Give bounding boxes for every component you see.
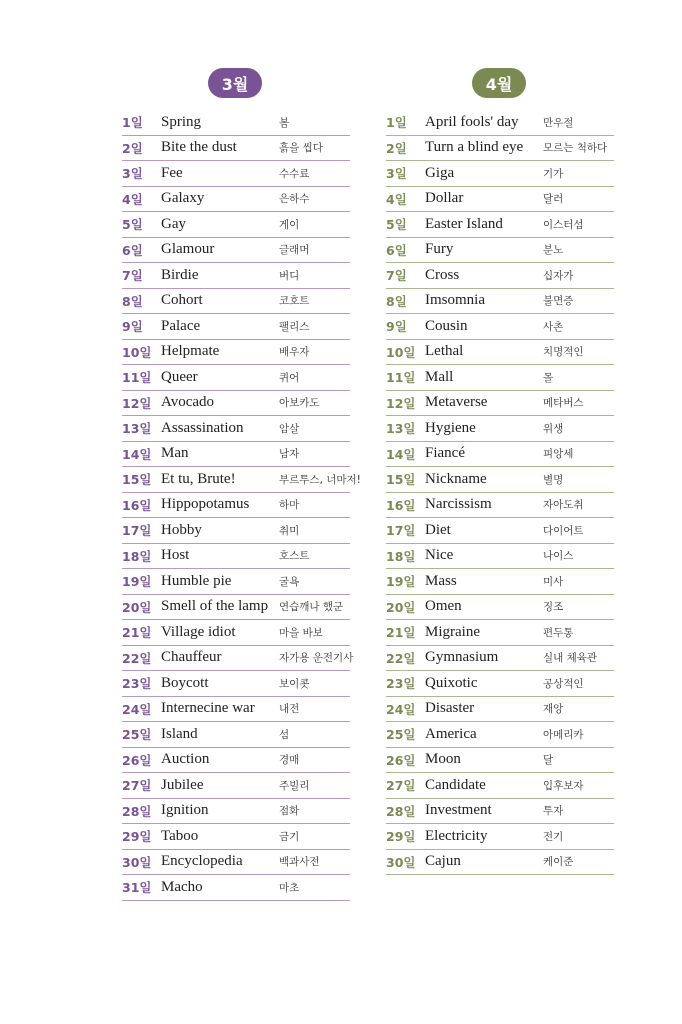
day-label: 17일 (386, 523, 416, 539)
korean-meaning: 편두통 (543, 626, 574, 639)
day-label: 15일 (122, 472, 152, 488)
korean-meaning: 몰 (543, 371, 554, 384)
day-label: 6일 (122, 242, 143, 258)
english-word: Narcissism (425, 496, 492, 513)
day-label: 13일 (122, 421, 152, 437)
korean-meaning: 봄 (279, 116, 290, 129)
korean-meaning: 달 (543, 754, 554, 767)
english-word: America (425, 725, 477, 742)
english-word: Island (161, 725, 198, 742)
list-item (122, 110, 350, 135)
english-word: Fee (161, 164, 183, 181)
korean-meaning: 이스터섬 (543, 218, 584, 231)
list-item (122, 416, 350, 441)
day-label: 19일 (122, 574, 152, 590)
list-item (122, 824, 350, 849)
korean-meaning: 불면증 (543, 295, 574, 308)
english-word: Et tu, Brute! (161, 470, 236, 487)
day-label: 23일 (122, 676, 152, 692)
english-word: Glamour (161, 241, 215, 258)
day-label: 17일 (122, 523, 152, 539)
korean-meaning: 별명 (543, 473, 564, 486)
korean-meaning: 만우절 (543, 116, 574, 129)
day-label: 11일 (122, 370, 152, 386)
day-label: 10일 (386, 344, 416, 360)
day-label: 16일 (122, 497, 152, 513)
day-label: 25일 (122, 727, 152, 743)
korean-meaning: 연습깨나 했군 (279, 601, 344, 614)
english-word: Omen (425, 598, 462, 615)
korean-meaning: 다이어트 (543, 524, 584, 537)
korean-meaning: 글래머 (279, 244, 310, 257)
day-label: 8일 (122, 293, 143, 309)
english-word: Host (161, 547, 190, 564)
day-label: 24일 (386, 701, 416, 717)
list-item (386, 569, 614, 594)
day-label: 7일 (386, 268, 407, 284)
korean-meaning: 징조 (543, 601, 564, 614)
korean-meaning: 흙을 씹다 (279, 142, 323, 155)
korean-meaning: 호스트 (279, 550, 310, 563)
list-item (122, 850, 350, 875)
english-word: Cross (425, 266, 460, 283)
english-word: Macho (161, 878, 203, 895)
list-item (122, 620, 350, 645)
day-label: 26일 (386, 752, 416, 768)
list-item (386, 263, 614, 288)
day-label: 1일 (122, 115, 143, 131)
english-word: Giga (425, 164, 455, 181)
english-word: Mass (425, 572, 457, 589)
korean-meaning: 경매 (279, 754, 300, 767)
korean-meaning: 은하수 (279, 193, 310, 206)
list-item (122, 722, 350, 747)
list-item (386, 799, 614, 824)
list-item (122, 289, 350, 314)
list-item (122, 340, 350, 365)
english-word: Queer (161, 368, 198, 385)
list-item (386, 212, 614, 237)
day-label: 2일 (122, 140, 143, 156)
korean-meaning: 굴욕 (279, 575, 300, 588)
list-item (122, 518, 350, 543)
day-label: 4일 (122, 191, 143, 207)
day-label: 19일 (386, 574, 416, 590)
english-word: Hippopotamus (161, 496, 250, 513)
english-word: Bite the dust (161, 139, 237, 156)
korean-meaning: 버디 (279, 269, 300, 282)
list-item (122, 187, 350, 212)
korean-meaning: 기가 (543, 167, 564, 180)
day-label: 28일 (386, 803, 416, 819)
day-label: 20일 (386, 599, 416, 615)
day-label: 12일 (122, 395, 152, 411)
list-item (386, 161, 614, 186)
day-label: 20일 (122, 599, 152, 615)
english-word: Auction (161, 751, 210, 768)
english-word: Easter Island (425, 215, 503, 232)
day-label: 27일 (122, 778, 152, 794)
list-item (386, 238, 614, 263)
list-item (122, 212, 350, 237)
day-label: 15일 (386, 472, 416, 488)
day-label: 13일 (386, 421, 416, 437)
list-item (386, 416, 614, 441)
korean-meaning: 실내 체육관 (543, 652, 598, 665)
english-word: Gymnasium (425, 649, 499, 666)
english-word: Hygiene (425, 419, 476, 436)
english-word: April fools' day (425, 113, 519, 130)
list-item (386, 671, 614, 696)
list-item (122, 263, 350, 288)
list-item (386, 850, 614, 875)
list-item (386, 314, 614, 339)
list-item (122, 875, 350, 900)
english-word: Spring (161, 113, 202, 130)
march-word-list (122, 110, 361, 901)
day-label: 27일 (386, 778, 416, 794)
english-word: Diet (425, 521, 451, 538)
day-label: 1일 (386, 115, 407, 131)
korean-meaning: 마을 바보 (279, 626, 323, 639)
english-word: Turn a blind eye (425, 139, 524, 156)
list-item (386, 442, 614, 467)
english-word: Gay (161, 215, 186, 232)
day-label: 30일 (386, 854, 416, 870)
english-word: Candidate (425, 776, 486, 793)
korean-meaning: 금기 (279, 830, 300, 843)
day-label: 22일 (386, 650, 416, 666)
day-label: 25일 (386, 727, 416, 743)
english-word: Village idiot (161, 623, 236, 640)
english-word: Cousin (425, 317, 468, 334)
korean-meaning: 자가용 운전기사 (279, 652, 354, 665)
korean-meaning: 전기 (543, 830, 564, 843)
list-item (386, 187, 614, 212)
list-item (122, 595, 350, 620)
english-word: Investment (425, 802, 492, 819)
list-item (122, 161, 350, 186)
list-item (122, 544, 350, 569)
korean-meaning: 점화 (279, 805, 300, 818)
day-label: 5일 (122, 217, 143, 233)
english-word: Man (161, 445, 189, 462)
korean-meaning: 백과사전 (279, 856, 320, 869)
english-word: Dollar (425, 190, 464, 207)
korean-meaning: 하마 (279, 499, 300, 512)
month-badge-march: 3월 (208, 68, 262, 98)
korean-meaning: 부르투스, 너마저! (279, 473, 361, 486)
day-label: 6일 (386, 242, 407, 258)
english-word: Imsomnia (425, 292, 485, 309)
list-item (122, 314, 350, 339)
english-word: Cohort (161, 292, 203, 309)
korean-meaning: 팰리스 (279, 320, 310, 333)
day-label: 22일 (122, 650, 152, 666)
day-label: 29일 (386, 829, 416, 845)
day-label: 3일 (386, 166, 407, 182)
korean-meaning: 내전 (279, 703, 300, 716)
korean-meaning: 게이 (279, 218, 300, 231)
korean-meaning: 퀴어 (279, 371, 300, 384)
korean-meaning: 배우자 (279, 346, 310, 359)
day-label: 24일 (122, 701, 152, 717)
korean-meaning: 코호트 (279, 295, 310, 308)
korean-meaning: 취미 (279, 524, 300, 537)
list-item (122, 467, 361, 492)
english-word: Electricity (425, 827, 488, 844)
day-label: 26일 (122, 752, 152, 768)
english-word: Humble pie (161, 572, 232, 589)
english-word: Encyclopedia (161, 853, 243, 870)
korean-meaning: 주빌리 (279, 779, 310, 792)
day-label: 7일 (122, 268, 143, 284)
list-item (122, 748, 350, 773)
day-label: 14일 (122, 446, 152, 462)
list-item (122, 697, 350, 722)
korean-meaning: 입후보자 (543, 779, 584, 792)
list-item (386, 365, 614, 390)
list-item (122, 238, 350, 263)
april-word-list (386, 110, 614, 875)
list-item (386, 340, 614, 365)
english-word: Cajun (425, 853, 461, 870)
english-word: Avocado (161, 394, 215, 411)
day-label: 16일 (386, 497, 416, 513)
english-word: Taboo (161, 827, 199, 844)
english-word: Chauffeur (161, 649, 222, 666)
english-word: Boycott (161, 674, 209, 691)
english-word: Quixotic (425, 674, 478, 691)
list-item (386, 544, 614, 569)
list-item (122, 493, 350, 518)
english-word: Moon (425, 751, 461, 768)
english-word: Internecine war (161, 700, 255, 717)
korean-meaning: 자아도취 (543, 499, 584, 512)
list-item (386, 646, 614, 671)
list-item (386, 697, 614, 722)
day-label: 5일 (386, 217, 407, 233)
day-label: 12일 (386, 395, 416, 411)
list-item (386, 595, 614, 620)
english-word: Hobby (161, 521, 202, 538)
day-label: 10일 (122, 344, 152, 360)
list-item (122, 646, 354, 671)
day-label: 9일 (122, 319, 143, 335)
day-label: 9일 (386, 319, 407, 335)
day-label: 14일 (386, 446, 416, 462)
english-word: Birdie (161, 266, 199, 283)
day-label: 18일 (122, 548, 152, 564)
list-item (386, 110, 614, 135)
korean-meaning: 섬 (279, 728, 290, 741)
english-word: Assassination (161, 419, 244, 436)
korean-meaning: 모르는 척하다 (543, 142, 608, 155)
english-word: Jubilee (161, 776, 204, 793)
day-label: 11일 (386, 370, 416, 386)
list-item (386, 136, 614, 161)
korean-meaning: 암살 (279, 422, 300, 435)
korean-meaning: 아보카도 (279, 397, 320, 410)
english-word: Mall (425, 368, 454, 385)
korean-meaning: 메타버스 (543, 397, 584, 410)
korean-meaning: 치명적인 (543, 346, 584, 359)
list-item (386, 620, 614, 645)
korean-meaning: 수수료 (279, 167, 310, 180)
korean-meaning: 사촌 (543, 320, 564, 333)
day-label: 29일 (122, 829, 152, 845)
korean-meaning: 나이스 (543, 550, 574, 563)
day-label: 4일 (386, 191, 407, 207)
korean-meaning: 투자 (543, 805, 564, 818)
day-label: 21일 (386, 625, 416, 641)
day-label: 21일 (122, 625, 152, 641)
korean-meaning: 아메리카 (543, 728, 584, 741)
korean-meaning: 남자 (279, 448, 300, 461)
korean-meaning: 보이콧 (279, 677, 310, 690)
list-item (386, 824, 614, 849)
list-item (122, 773, 350, 798)
english-word: Galaxy (161, 190, 205, 207)
day-label: 8일 (386, 293, 407, 309)
day-label: 30일 (122, 854, 152, 870)
korean-meaning: 미사 (543, 575, 564, 588)
korean-meaning: 공상적인 (543, 677, 584, 690)
day-label: 18일 (386, 548, 416, 564)
day-label: 28일 (122, 803, 152, 819)
korean-meaning: 피앙세 (543, 448, 574, 461)
list-item (386, 748, 614, 773)
month-badge-april: 4월 (472, 68, 526, 98)
list-item (122, 799, 350, 824)
english-word: Nice (425, 547, 454, 564)
list-item (386, 467, 614, 492)
english-word: Migraine (425, 623, 480, 640)
list-item (386, 289, 614, 314)
list-item (122, 136, 350, 161)
list-item (386, 391, 614, 416)
list-item (386, 493, 614, 518)
korean-meaning: 위생 (543, 422, 564, 435)
list-item (386, 722, 614, 747)
day-label: 3일 (122, 166, 143, 182)
list-item (122, 391, 350, 416)
english-word: Fiancé (425, 445, 465, 462)
english-word: Fury (425, 241, 454, 258)
korean-meaning: 분노 (543, 244, 564, 257)
korean-meaning: 십자가 (543, 269, 574, 282)
korean-meaning: 마초 (279, 881, 300, 894)
list-item (122, 365, 350, 390)
english-word: Lethal (425, 343, 464, 360)
list-item (122, 442, 350, 467)
list-item (386, 773, 614, 798)
english-word: Disaster (425, 700, 475, 717)
korean-meaning: 케이준 (543, 856, 574, 869)
english-word: Helpmate (161, 343, 220, 360)
english-word: Palace (161, 317, 201, 334)
english-word: Smell of the lamp (161, 598, 269, 615)
day-label: 2일 (386, 140, 407, 156)
list-item (122, 569, 350, 594)
english-word: Metaverse (425, 394, 488, 411)
korean-meaning: 재앙 (543, 703, 564, 716)
english-word: Ignition (161, 802, 209, 819)
english-word: Nickname (425, 470, 487, 487)
day-label: 31일 (122, 880, 152, 896)
korean-meaning: 달러 (543, 193, 564, 206)
day-label: 23일 (386, 676, 416, 692)
list-item (122, 671, 350, 696)
list-item (386, 518, 614, 543)
